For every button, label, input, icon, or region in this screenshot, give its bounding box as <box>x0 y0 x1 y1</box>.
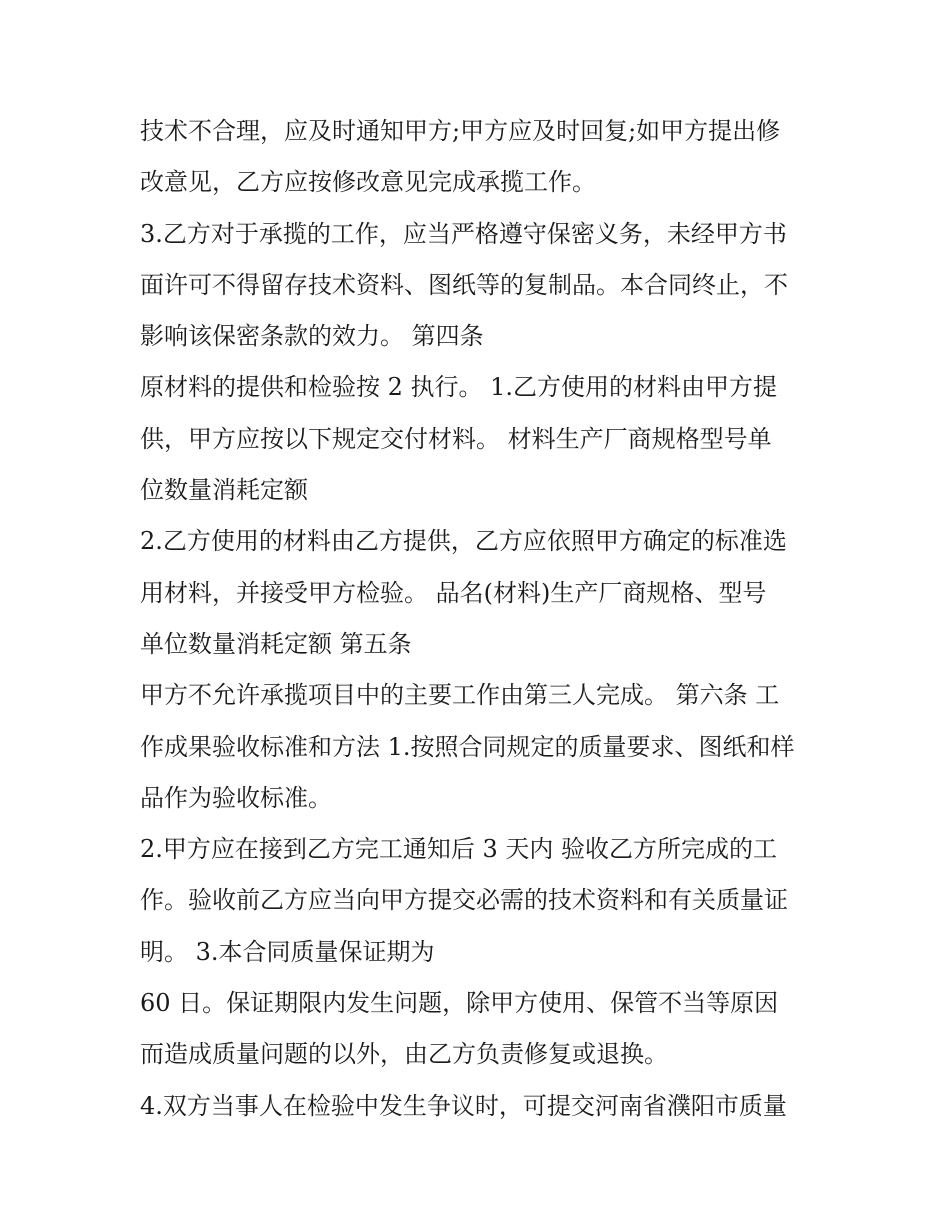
text-line: 品作为验收标准。 <box>140 783 332 812</box>
text-line: 位数量消耗定额 <box>140 476 308 505</box>
contract-text-body <box>140 106 820 1132</box>
text-line: 明。 3.本合同质量保证期为 <box>140 937 435 966</box>
text-line: 甲方不允许承揽项目中的主要工作由第三人完成。 第六条 工 <box>140 681 780 710</box>
text-line: 技术不合理，应及时通知甲方;甲方应及时回复;如甲方提出修 <box>140 117 781 145</box>
text-line: 作。验收前乙方应当向甲方提交必需的技术资料和有关质量证 <box>140 886 788 915</box>
text-line: 供，甲方应按以下规定交付材料。 材料生产厂商规格型号单 <box>140 424 772 453</box>
text-line: 3.乙方对于承揽的工作，应当严格遵守保密义务，未经甲方书 <box>140 219 787 248</box>
text-line: 面许可不得留存技术资料、图纸等的复制品。本合同终止，不 <box>140 270 788 299</box>
text-line: 60 日。保证期限内发生问题，除甲方使用、保管不当等原因 <box>140 989 779 1018</box>
text-line: 改意见，乙方应按修改意见完成承揽工作。 <box>140 168 596 197</box>
text-line: 4.双方当事人在检验中发生争议时，可提交河南省濮阳市质量 <box>140 1091 787 1120</box>
text-line: 影响该保密条款的效力。 第四条 <box>140 322 484 351</box>
text-line: 而造成质量问题的以外，由乙方负责修复或退换。 <box>140 1040 668 1069</box>
text-line: 2.乙方使用的材料由乙方提供，乙方应依照甲方确定的标准选 <box>140 527 787 556</box>
text-line: 原材料的提供和检验按 2 执行。 1.乙方使用的材料由甲方提 <box>140 373 778 402</box>
text-line: 2.甲方应在接到乙方完工通知后 3 天内 验收乙方所完成的工 <box>140 835 778 864</box>
text-line: 用材料，并接受甲方检验。 品名(材料)生产厂商规格、型号 <box>140 578 767 607</box>
text-line: 作成果验收标准和方法 1.按照合同规定的质量要求、图纸和样 <box>140 732 795 761</box>
text-line: 单位数量消耗定额 第五条 <box>140 629 412 658</box>
